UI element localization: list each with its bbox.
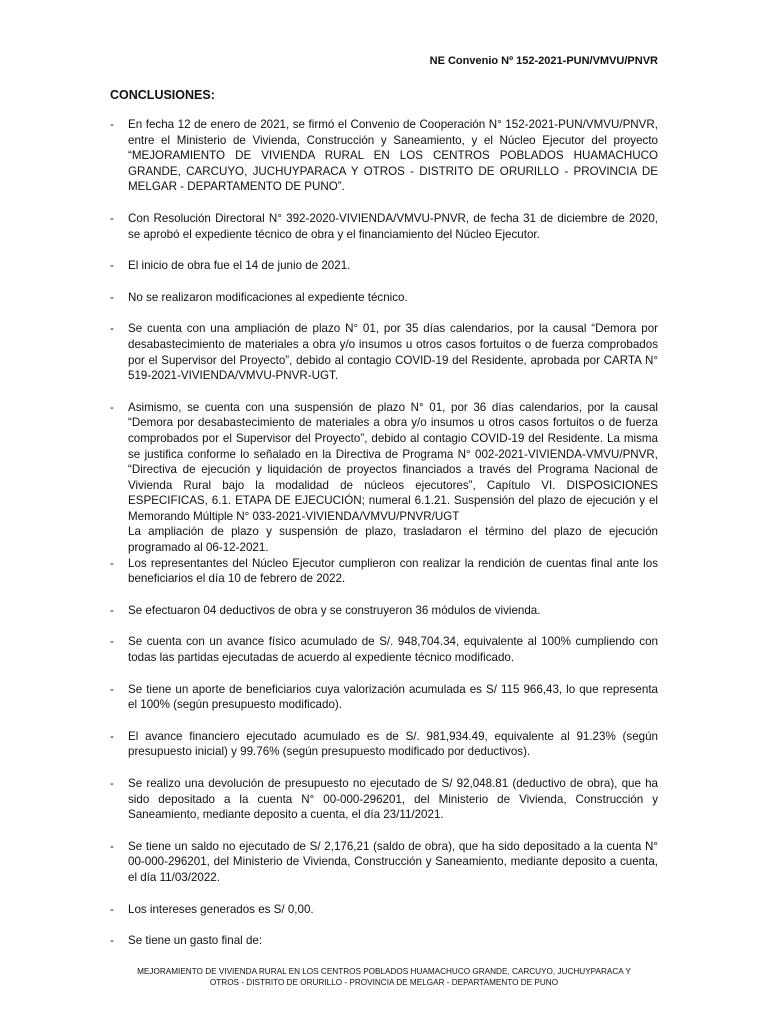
- conclusion-text: Se cuenta con una ampliación de plazo N° 01, por 35 días calendarios, por la causal “Demora por desabastecimiento de materiales a obra y/o insumos u otros casos fortuitos o de fuerza comprobados por el Supervisor del Proyecto”, debido al contagio COVID-19 del Residente, aprobada por CARTA N° 519-2021-VIVIENDA/VMVU-PNVR-UGT.: [128, 322, 658, 383]
- conclusion-text: Los intereses generados es S/ 0,00.: [128, 902, 314, 916]
- bullet-dash: -: [110, 259, 114, 273]
- bullet-dash: -: [110, 839, 114, 853]
- conclusion-text: Los representantes del Núcleo Ejecutor cumplieron con realizar la rendición de cuentas final ante los beneficiarios el día 10 de febrero de 2022.: [128, 556, 658, 586]
- conclusion-item: [110, 211, 658, 242]
- conclusion-item: [110, 682, 658, 713]
- conclusion-text: Asimismo, se cuenta con una suspensión de plazo N° 01, por 36 días calendarios, por la causal “Demora por desabastecimiento de materiales a obra y/o insumos u otros casos fortuitos o de fuerza comprobados por el Supervisor del Proyecto”, debido al contagio COVID-19 del Residente. La misma se justifica conforme lo señalado en la Directiva de Programa N° 002-2021-VIVIENDA-VMVU/PNVR, “Directiva de ejecución y liquidación de proyectos financiados a través del Programa Nacional de Vivienda Rural bajo la modalidad de núcleos ejecutores”, Capítulo VI. DISPOSICIONES ESPECIFICAS, 6.1. ETAPA DE EJECUCIÓN; numeral 6.1.21. Suspensión del plazo de ejecución y el Memorando Múltiple N° 033-2021-VIVIENDA/VMVU/PNVR/UGT: [128, 400, 658, 523]
- bullet-dash: -: [110, 934, 114, 948]
- bullet-dash: -: [110, 777, 114, 790]
- conclusion-item: [110, 400, 658, 556]
- bullet-dash: -: [110, 603, 114, 617]
- conclusion-text: Con Resolución Directoral N° 392-2020-VIVIENDA/VMVU-PNVR, de fecha 31 de diciembre de 2020, se aprobó el expediente técnico de obra y el financiamiento del Núcleo Ejecutor.: [128, 211, 658, 241]
- bullet-dash: -: [110, 902, 114, 916]
- conclusion-text: Se realizo una devolución de presupuesto no ejecutado de S/ 92,048.81 (deductivo de obra), que ha sido depositado a la cuenta N° 00-000-296201, del Ministerio de Vivienda, Construcción y Saneamiento, mediante deposito a cuenta, el día 23/11/2021.: [128, 777, 658, 822]
- conclusion-item: [110, 933, 658, 949]
- bullet-dash: -: [110, 290, 114, 304]
- conclusion-text: Se efectuaron 04 deductivos de obra y se construyeron 36 módulos de vivienda.: [128, 603, 541, 617]
- footer-line-1: MEJORAMIENTO DE VIVIENDA RURAL EN LOS CENTROS POBLADOS HUAMACHUCO GRANDE, CARCUYO, JUCHUYPARACA Y: [137, 967, 631, 976]
- conclusion-text: Se tiene un saldo no ejecutado de S/ 2,176,21 (saldo de obra), que ha sido depositado a la cuenta N° 00-000-296201, del Ministerio de Vivienda, Construcción y Saneamiento, mediante deposito a cuenta, el día 11/03/2022.: [128, 839, 658, 884]
- footer-line-2: OTROS - DISTRITO DE ORURILLO - PROVINCIA DE MELGAR - DEPARTAMENTO DE PUNO: [209, 977, 559, 987]
- bullet-dash: -: [110, 556, 114, 570]
- conclusion-item: [110, 839, 658, 886]
- bullet-dash: -: [110, 635, 114, 649]
- page-footer: [60, 967, 708, 988]
- document-reference: NE Convenio Nº 152-2021-PUN/VMVU/PNVR: [429, 55, 658, 67]
- conclusions-list: [110, 117, 658, 965]
- conclusion-item: [110, 117, 658, 195]
- conclusion-item: [110, 776, 658, 823]
- bullet-dash: -: [110, 400, 114, 414]
- bullet-dash: -: [110, 211, 114, 225]
- conclusion-text: Se tiene un gasto final de:: [128, 934, 263, 948]
- conclusion-item: [110, 902, 658, 918]
- bullet-dash: -: [110, 118, 114, 131]
- conclusion-item: [110, 321, 658, 383]
- conclusion-item: [110, 603, 658, 619]
- conclusion-text: El avance financiero ejecutado acumulado es de S/. 981,934.49, equivalente al 91.23% (según presupuesto inicial) y 99.76% (según presupuesto modificado por deductivos).: [128, 729, 658, 759]
- section-title: CONCLUSIONES:: [110, 88, 215, 102]
- conclusion-text: Se cuenta con un avance físico acumulado de S/. 948,704.34, equivalente al 100% cumpliendo con todas las partidas ejecutadas de acuerdo al expediente técnico modificado.: [128, 635, 658, 665]
- conclusion-text: Se tiene un aporte de beneficiarios cuya valorización acumulada es S/ 115 966,43, lo que representa el 100% (según presupuesto modificado).: [128, 682, 658, 712]
- conclusion-item: [110, 258, 658, 274]
- conclusion-item: [110, 290, 658, 306]
- conclusion-item: [110, 556, 658, 587]
- conclusion-item: [110, 634, 658, 665]
- conclusion-item: [110, 729, 658, 760]
- conclusion-text: En fecha 12 de enero de 2021, se firmó el Convenio de Cooperación N° 152-2021-PUN/VMVU/PNVR, entre el Ministerio de Vivienda, Construcción y Saneamiento, y el Núcleo Ejecutor del proyecto “MEJORAMIENTO DE VIVIENDA RURAL EN LOS CENTROS POBLADOS HUAMACHUCO GRANDE, CARCUYO, JUCHUYPARACA Y OTROS - DISTRITO DE ORURILLO - PROVINCIA DE MELGAR - DEPARTAMENTO DE PUNO”.: [128, 118, 658, 194]
- conclusion-text: No se realizaron modificaciones al expediente técnico.: [128, 290, 408, 304]
- conclusion-text: La ampliación de plazo y suspensión de plazo, trasladaron el término del plazo de ejecución programado al 06-12-2021.: [128, 525, 658, 555]
- bullet-dash: -: [110, 322, 114, 336]
- conclusion-text: El inicio de obra fue el 14 de junio de 2021.: [128, 259, 351, 273]
- bullet-dash: -: [110, 729, 114, 743]
- bullet-dash: -: [110, 682, 114, 696]
